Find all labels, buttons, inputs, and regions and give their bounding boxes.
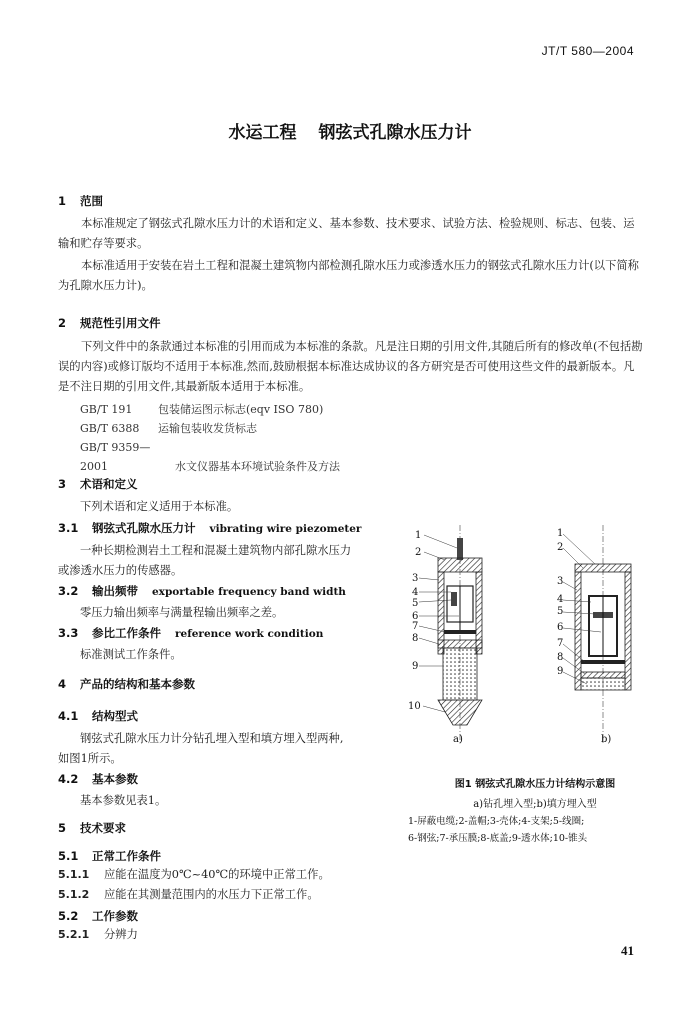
label-a-5: 5 <box>412 598 419 609</box>
clause-number: 4.1 <box>58 709 79 723</box>
section-number: 1 <box>58 194 67 208</box>
figure-1-legend <box>408 813 668 847</box>
reference-item <box>80 400 640 419</box>
term-3-3-definition: 标准测试工作条件。 <box>80 648 182 661</box>
label-b-5: 5 <box>557 606 564 617</box>
term-chinese: 输出频带 <box>92 584 138 598</box>
clause-5-2-heading <box>58 908 138 924</box>
cap <box>575 564 631 572</box>
label-a-2: 2 <box>415 547 422 558</box>
clause-number: 3.1 <box>58 521 79 535</box>
term-chinese: 参比工作条件 <box>92 626 161 640</box>
clause-title: 工作参数 <box>92 909 138 923</box>
reference-code: GB/T 191 <box>80 403 133 416</box>
term-chinese: 钢弦式孔隙水压力计 <box>92 521 196 535</box>
clause-title: 基本参数 <box>92 772 138 786</box>
section-title: 技术要求 <box>80 821 126 835</box>
term-english: exportable frequency band width <box>152 586 346 598</box>
label-b-3: 3 <box>557 576 564 587</box>
clause-title: 正常工作条件 <box>92 849 161 863</box>
shell-right <box>625 572 631 690</box>
section-2-heading <box>58 315 161 331</box>
label-a-9: 9 <box>412 661 419 672</box>
term-3-3-heading <box>58 625 323 641</box>
label-b-9: 9 <box>557 666 564 677</box>
permeable-body <box>581 678 625 690</box>
clause-number: 5.1.1 <box>58 868 90 881</box>
panel-a-borehole-piezometer <box>408 525 482 745</box>
label-a-3: 3 <box>412 573 419 584</box>
term-english: reference work condition <box>175 628 324 640</box>
title-part-2: 钢弦式孔隙水压力计 <box>318 123 472 143</box>
label-a-6: 6 <box>412 611 419 622</box>
clause-4-2-heading <box>58 771 138 787</box>
clause-text: 应能在其测量范围内的水压力下正常工作。 <box>104 888 319 901</box>
normative-reference-list <box>80 400 640 476</box>
section-title: 范围 <box>80 194 103 208</box>
term-3-1-definition-line-2: 或渗透水压力的传感器。 <box>58 564 183 577</box>
clause-5-2-1 <box>58 925 138 945</box>
term-3-1-definition-line-1: 一种长期检测岩土工程和混凝土建筑物内部孔隙水压力 <box>80 544 352 557</box>
clause-text: 分辨力 <box>104 928 138 941</box>
page-number: 41 <box>621 943 634 958</box>
label-b-2: 2 <box>557 542 564 553</box>
reference-title: 运输包装收发货标志 <box>158 422 257 435</box>
pressure-membrane <box>581 660 625 664</box>
clause-title: 结构型式 <box>92 709 138 723</box>
label-b-8: 8 <box>557 652 564 663</box>
legend-line-2: 6-钢弦;7-承压膜;8-底盖;9-透水体;10-锥头 <box>408 833 588 844</box>
section-1-heading <box>58 193 103 209</box>
section-5-heading <box>58 820 126 836</box>
document-title <box>0 118 700 143</box>
reference-title: 包装储运图示标志(eqv ISO 780) <box>158 403 324 416</box>
cone-head <box>438 700 482 725</box>
pressure-membrane <box>444 630 476 634</box>
section-title: 产品的结构和基本参数 <box>80 677 195 691</box>
bottom-cover <box>581 672 625 678</box>
figure-1-caption: 图1 钢弦式孔隙水压力计结构示意图 <box>454 779 616 790</box>
clause-number: 5.2 <box>58 909 79 923</box>
clause-number: 5.1.2 <box>58 888 90 901</box>
section-title: 术语和定义 <box>80 477 138 491</box>
reference-item <box>80 438 640 476</box>
section-1-paragraph-2: 本标准适用于安装在岩土工程和混凝土建筑物内部检测孔隙水压力或渗透水压力的钢弦式孔隙水压力计(以下简称为孔隙水压力计)。 <box>58 259 639 292</box>
clause-number: 4.2 <box>58 772 79 786</box>
term-english: vibrating wire piezometer <box>209 523 362 535</box>
clause-4-1-line-1: 钢弦式孔隙水压力计分钻孔埋入型和填方埋入型两种, <box>80 732 344 745</box>
figure-1-subcaption: a)钻孔埋入型;b)填方埋入型 <box>473 799 597 810</box>
clause-4-1-line-2: 如图1所示。 <box>58 752 122 765</box>
label-a-7: 7 <box>412 621 419 632</box>
label-b-6: 6 <box>557 622 564 633</box>
label-b-1: 1 <box>557 528 564 539</box>
section-number: 3 <box>58 477 67 491</box>
term-3-2-definition: 零压力输出频率与满量程输出频率之差。 <box>80 606 284 619</box>
section-2-paragraph: 下列文件中的条款通过本标准的引用而成为本标准的条款。凡是注日期的引用文件,其随后所有的修改单(不包括勘误的内容)或修订版均不适用于本标准,然而,鼓励根据本标准达成协议的各方研究是否可使用这些文件的最新版本。凡是不注日期的引用文件,其最新版本适用于本标准。 <box>58 340 643 393</box>
shielded-cable <box>457 538 463 560</box>
label-a-1: 1 <box>415 530 422 541</box>
section-title: 规范性引用文件 <box>80 316 161 330</box>
clause-5-1-2 <box>58 885 319 905</box>
section-number: 2 <box>58 316 67 330</box>
term-3-1-heading <box>58 520 361 536</box>
term-3-2-heading <box>58 583 346 599</box>
clause-number: 3.3 <box>58 626 79 640</box>
panel-b-fill-piezometer <box>557 525 631 745</box>
section-4-heading <box>58 676 195 692</box>
figure-1-diagram <box>405 520 655 750</box>
section-number: 5 <box>58 821 67 835</box>
permeable-body <box>443 648 477 700</box>
label-a-10: 10 <box>408 701 421 712</box>
reference-title: 水文仪器基本环境试验条件及方法 <box>175 460 340 473</box>
label-a-4: 4 <box>412 587 419 598</box>
reference-code: GB/T 9359—2001 <box>80 441 151 473</box>
section-3-heading <box>58 476 138 492</box>
label-a-8: 8 <box>412 633 419 644</box>
shell-left <box>575 572 581 690</box>
panel-b-label: b) <box>601 734 612 745</box>
title-part-1: 水运工程 <box>228 123 297 143</box>
clause-4-2-text: 基本参数见表1。 <box>80 794 167 807</box>
clause-5-1-heading <box>58 848 161 864</box>
reference-item <box>80 419 640 438</box>
legend-line-1: 1-屏蔽电缆;2-盖帽;3-壳体;4-支架;5-线圈; <box>408 816 585 827</box>
section-3-intro: 下列术语和定义适用于本标准。 <box>80 500 239 513</box>
coil <box>451 592 457 606</box>
clause-number: 3.2 <box>58 584 79 598</box>
clause-4-1-heading <box>58 708 138 724</box>
section-1-paragraph-1: 本标准规定了钢弦式孔隙水压力计的术语和定义、基本参数、技术要求、试验方法、检验规则、标志、包装、运输和贮存等要求。 <box>58 217 635 250</box>
clause-text: 应能在温度为0℃~40℃的环境中正常工作。 <box>104 868 330 881</box>
clause-5-1-1 <box>58 865 330 885</box>
reference-code: GB/T 6388 <box>80 422 140 435</box>
clause-number: 5.2.1 <box>58 928 90 941</box>
section-number: 4 <box>58 677 67 691</box>
label-b-4: 4 <box>557 594 564 605</box>
standard-code: JT/T 580—2004 <box>541 44 634 58</box>
clause-number: 5.1 <box>58 849 79 863</box>
label-b-7: 7 <box>557 638 564 649</box>
panel-a-label: a) <box>453 734 463 745</box>
bottom-cover <box>438 640 482 648</box>
